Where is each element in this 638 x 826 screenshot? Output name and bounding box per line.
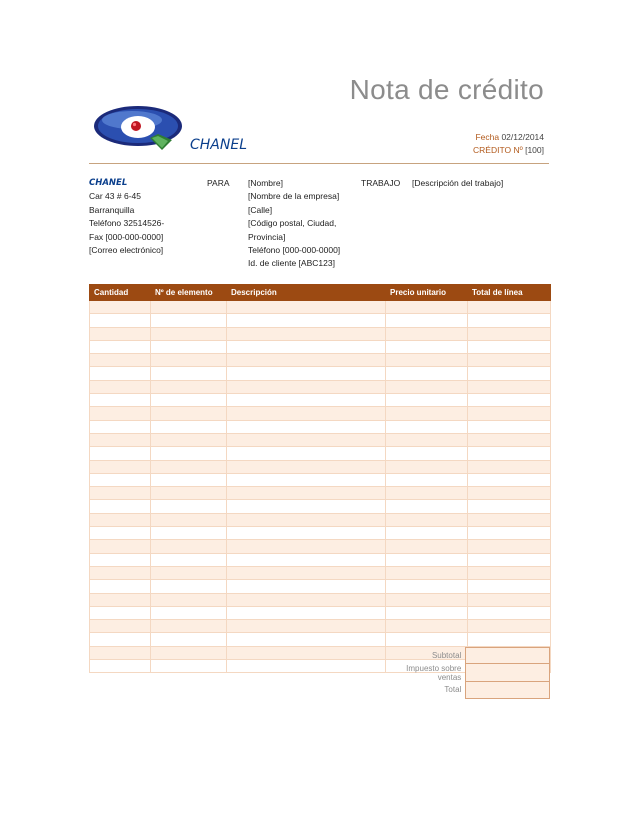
table-row xyxy=(90,606,551,619)
table-cell[interactable] xyxy=(90,513,151,526)
table-row xyxy=(90,380,551,393)
table-row xyxy=(90,553,551,566)
column-header-item-number: Nº de elemento xyxy=(151,285,227,301)
line-items-table xyxy=(89,284,551,673)
table-cell[interactable] xyxy=(468,513,551,526)
table-cell[interactable] xyxy=(151,620,227,633)
table-cell[interactable] xyxy=(151,513,227,526)
table-row xyxy=(90,513,551,526)
table-cell[interactable] xyxy=(227,407,386,420)
table-cell[interactable] xyxy=(386,367,468,380)
table-row xyxy=(90,566,551,579)
table-row xyxy=(90,327,551,340)
table-row xyxy=(90,633,551,646)
sender-line: Teléfono 32514526- xyxy=(89,218,165,229)
recipient-line: [Nombre de la empresa] xyxy=(248,191,340,202)
table-cell[interactable] xyxy=(90,473,151,486)
line-items-body xyxy=(90,301,551,673)
credit-number-label: CRÉDITO Nº xyxy=(473,145,523,155)
sender-name: CHANEL xyxy=(89,178,128,188)
tax-label: Impuesto sobre ventas xyxy=(406,663,462,682)
column-header-quantity: Cantidad xyxy=(90,285,151,301)
table-cell[interactable] xyxy=(227,314,386,327)
table-cell[interactable] xyxy=(227,327,386,340)
table-cell[interactable] xyxy=(227,566,386,579)
table-cell[interactable] xyxy=(386,340,468,353)
table-cell[interactable] xyxy=(151,473,227,486)
job-label: TRABAJO xyxy=(361,178,401,188)
table-row xyxy=(90,433,551,446)
table-cell[interactable] xyxy=(468,633,551,646)
table-cell[interactable] xyxy=(90,620,151,633)
table-row xyxy=(90,394,551,407)
table-row xyxy=(90,314,551,327)
table-cell[interactable] xyxy=(386,487,468,500)
column-header-line-total: Total de línea xyxy=(468,285,551,301)
column-header-unit-price: Precio unitario xyxy=(386,285,468,301)
table-cell[interactable] xyxy=(468,540,551,553)
table-row xyxy=(90,354,551,367)
table-cell[interactable] xyxy=(151,660,227,673)
table-cell[interactable] xyxy=(468,566,551,579)
table-cell[interactable] xyxy=(386,527,468,540)
total-row xyxy=(384,682,550,698)
table-cell[interactable] xyxy=(227,301,386,314)
table-cell[interactable] xyxy=(90,540,151,553)
table-row xyxy=(90,407,551,420)
sender-block xyxy=(89,177,164,257)
table-cell[interactable] xyxy=(90,633,151,646)
table-cell[interactable] xyxy=(151,314,227,327)
logo-icon xyxy=(92,104,184,156)
table-cell[interactable] xyxy=(90,566,151,579)
table-cell[interactable] xyxy=(90,367,151,380)
column-header-description: Descripción xyxy=(227,285,386,301)
table-header-row xyxy=(90,285,551,301)
table-row xyxy=(90,301,551,314)
table-cell[interactable] xyxy=(468,580,551,593)
recipient-label: PARA xyxy=(207,178,230,188)
table-cell[interactable] xyxy=(468,593,551,606)
table-cell[interactable] xyxy=(151,394,227,407)
table-cell[interactable] xyxy=(151,301,227,314)
table-cell[interactable] xyxy=(151,447,227,460)
table-cell[interactable] xyxy=(386,394,468,407)
table-cell[interactable] xyxy=(386,473,468,486)
recipient-block xyxy=(248,177,348,271)
table-row xyxy=(90,447,551,460)
table-row xyxy=(90,527,551,540)
table-cell[interactable] xyxy=(227,473,386,486)
table-cell[interactable] xyxy=(468,606,551,619)
table-cell[interactable] xyxy=(151,593,227,606)
table-row xyxy=(90,487,551,500)
table-cell[interactable] xyxy=(386,633,468,646)
table-cell[interactable] xyxy=(468,394,551,407)
table-row xyxy=(90,367,551,380)
subtotal-row xyxy=(384,648,550,664)
table-cell[interactable] xyxy=(227,460,386,473)
table-cell[interactable] xyxy=(227,580,386,593)
table-cell[interactable] xyxy=(227,633,386,646)
table-cell[interactable] xyxy=(468,447,551,460)
table-cell[interactable] xyxy=(386,460,468,473)
table-cell[interactable] xyxy=(90,394,151,407)
job-description: [Descripción del trabajo] xyxy=(412,178,504,188)
totals-table xyxy=(384,647,550,699)
tax-row xyxy=(384,664,550,682)
table-cell[interactable] xyxy=(227,553,386,566)
table-cell[interactable] xyxy=(151,527,227,540)
table-cell[interactable] xyxy=(151,487,227,500)
table-cell[interactable] xyxy=(468,340,551,353)
table-cell[interactable] xyxy=(151,606,227,619)
table-row xyxy=(90,500,551,513)
sender-line: [Correo electrónico] xyxy=(89,245,164,256)
table-cell[interactable] xyxy=(468,500,551,513)
table-cell[interactable] xyxy=(227,447,386,460)
total-label: Total xyxy=(444,685,462,695)
table-cell[interactable] xyxy=(386,420,468,433)
table-cell[interactable] xyxy=(90,606,151,619)
sender-line: Car 43 # 6-45 xyxy=(89,191,141,202)
tax-value-cell[interactable] xyxy=(466,664,550,682)
table-cell[interactable] xyxy=(90,301,151,314)
table-cell[interactable] xyxy=(151,380,227,393)
table-cell[interactable] xyxy=(227,340,386,353)
table-cell[interactable] xyxy=(227,620,386,633)
table-row xyxy=(90,593,551,606)
table-cell[interactable] xyxy=(386,593,468,606)
table-cell[interactable] xyxy=(386,513,468,526)
table-row xyxy=(90,420,551,433)
table-cell[interactable] xyxy=(227,513,386,526)
table-cell[interactable] xyxy=(468,460,551,473)
table-cell[interactable] xyxy=(468,314,551,327)
table-row xyxy=(90,460,551,473)
table-cell[interactable] xyxy=(151,407,227,420)
table-cell[interactable] xyxy=(386,380,468,393)
table-cell[interactable] xyxy=(227,660,386,673)
table-cell[interactable] xyxy=(151,354,227,367)
table-cell[interactable] xyxy=(227,500,386,513)
table-row xyxy=(90,580,551,593)
table-cell[interactable] xyxy=(90,646,151,659)
document-title: Nota de crédito xyxy=(349,74,544,105)
table-row xyxy=(90,340,551,353)
table-cell[interactable] xyxy=(90,420,151,433)
table-cell[interactable] xyxy=(468,407,551,420)
table-cell[interactable] xyxy=(386,327,468,340)
date-line xyxy=(473,131,544,144)
table-cell[interactable] xyxy=(227,380,386,393)
date-label: Fecha xyxy=(475,132,500,142)
table-cell[interactable] xyxy=(151,553,227,566)
table-cell[interactable] xyxy=(151,646,227,659)
table-cell[interactable] xyxy=(468,301,551,314)
brand-name: CHANEL xyxy=(190,137,247,153)
table-cell[interactable] xyxy=(90,433,151,446)
table-cell[interactable] xyxy=(386,580,468,593)
credit-number-line xyxy=(473,144,544,157)
table-cell[interactable] xyxy=(151,566,227,579)
table-cell[interactable] xyxy=(227,527,386,540)
table-cell[interactable] xyxy=(386,620,468,633)
table-cell[interactable] xyxy=(90,500,151,513)
table-row xyxy=(90,620,551,633)
table-cell[interactable] xyxy=(386,500,468,513)
table-cell[interactable] xyxy=(227,394,386,407)
table-cell[interactable] xyxy=(151,460,227,473)
recipient-line: Id. de cliente [ABC123] xyxy=(248,258,335,269)
table-cell[interactable] xyxy=(468,553,551,566)
table-cell[interactable] xyxy=(386,553,468,566)
table-cell[interactable] xyxy=(90,580,151,593)
table-cell[interactable] xyxy=(151,500,227,513)
table-cell[interactable] xyxy=(386,540,468,553)
table-cell[interactable] xyxy=(227,367,386,380)
table-cell[interactable] xyxy=(468,527,551,540)
table-cell[interactable] xyxy=(227,606,386,619)
table-cell[interactable] xyxy=(151,367,227,380)
table-cell[interactable] xyxy=(90,314,151,327)
table-cell[interactable] xyxy=(90,354,151,367)
document-meta xyxy=(473,131,544,157)
table-cell[interactable] xyxy=(386,301,468,314)
table-cell[interactable] xyxy=(227,487,386,500)
table-cell[interactable] xyxy=(151,420,227,433)
header-divider xyxy=(89,163,549,164)
table-cell[interactable] xyxy=(227,354,386,367)
table-cell[interactable] xyxy=(90,487,151,500)
table-cell[interactable] xyxy=(90,380,151,393)
subtotal-label: Subtotal xyxy=(431,651,462,661)
total-value-cell[interactable] xyxy=(466,682,550,698)
table-cell[interactable] xyxy=(151,327,227,340)
table-cell[interactable] xyxy=(227,420,386,433)
table-cell[interactable] xyxy=(90,593,151,606)
sender-line: Fax [000-000-0000] xyxy=(89,231,164,242)
sender-line: Barranquilla xyxy=(89,204,135,215)
table-cell[interactable] xyxy=(468,620,551,633)
table-cell[interactable] xyxy=(386,407,468,420)
table-cell[interactable] xyxy=(386,606,468,619)
table-cell[interactable] xyxy=(90,660,151,673)
table-cell[interactable] xyxy=(468,327,551,340)
table-cell[interactable] xyxy=(90,460,151,473)
table-cell[interactable] xyxy=(151,633,227,646)
table-cell[interactable] xyxy=(386,447,468,460)
recipient-line: [Código postal, Ciudad, Provincia] xyxy=(248,218,337,242)
table-cell[interactable] xyxy=(90,340,151,353)
recipient-line: [Nombre] xyxy=(248,178,283,188)
table-cell[interactable] xyxy=(386,433,468,446)
table-row xyxy=(90,473,551,486)
table-cell[interactable] xyxy=(468,433,551,446)
table-cell[interactable] xyxy=(468,367,551,380)
table-cell[interactable] xyxy=(227,540,386,553)
table-cell[interactable] xyxy=(90,527,151,540)
table-cell[interactable] xyxy=(90,553,151,566)
recipient-line: [Calle] xyxy=(248,204,273,215)
table-cell[interactable] xyxy=(468,380,551,393)
table-cell[interactable] xyxy=(151,540,227,553)
table-cell[interactable] xyxy=(151,580,227,593)
table-cell[interactable] xyxy=(386,566,468,579)
table-cell[interactable] xyxy=(151,340,227,353)
table-cell[interactable] xyxy=(468,473,551,486)
table-cell[interactable] xyxy=(227,593,386,606)
subtotal-value-cell[interactable] xyxy=(466,648,550,664)
recipient-line: Teléfono [000-000-0000] xyxy=(248,245,341,256)
table-cell[interactable] xyxy=(468,487,551,500)
date-value: 02/12/2014 xyxy=(501,132,544,142)
table-cell[interactable] xyxy=(227,433,386,446)
credit-number-value: [100] xyxy=(525,145,544,155)
table-cell[interactable] xyxy=(90,407,151,420)
table-cell[interactable] xyxy=(468,354,551,367)
table-cell[interactable] xyxy=(386,314,468,327)
table-cell[interactable] xyxy=(227,646,386,659)
table-cell[interactable] xyxy=(90,447,151,460)
table-row xyxy=(90,540,551,553)
table-cell[interactable] xyxy=(386,354,468,367)
table-cell[interactable] xyxy=(468,420,551,433)
table-cell[interactable] xyxy=(151,433,227,446)
table-cell[interactable] xyxy=(90,327,151,340)
